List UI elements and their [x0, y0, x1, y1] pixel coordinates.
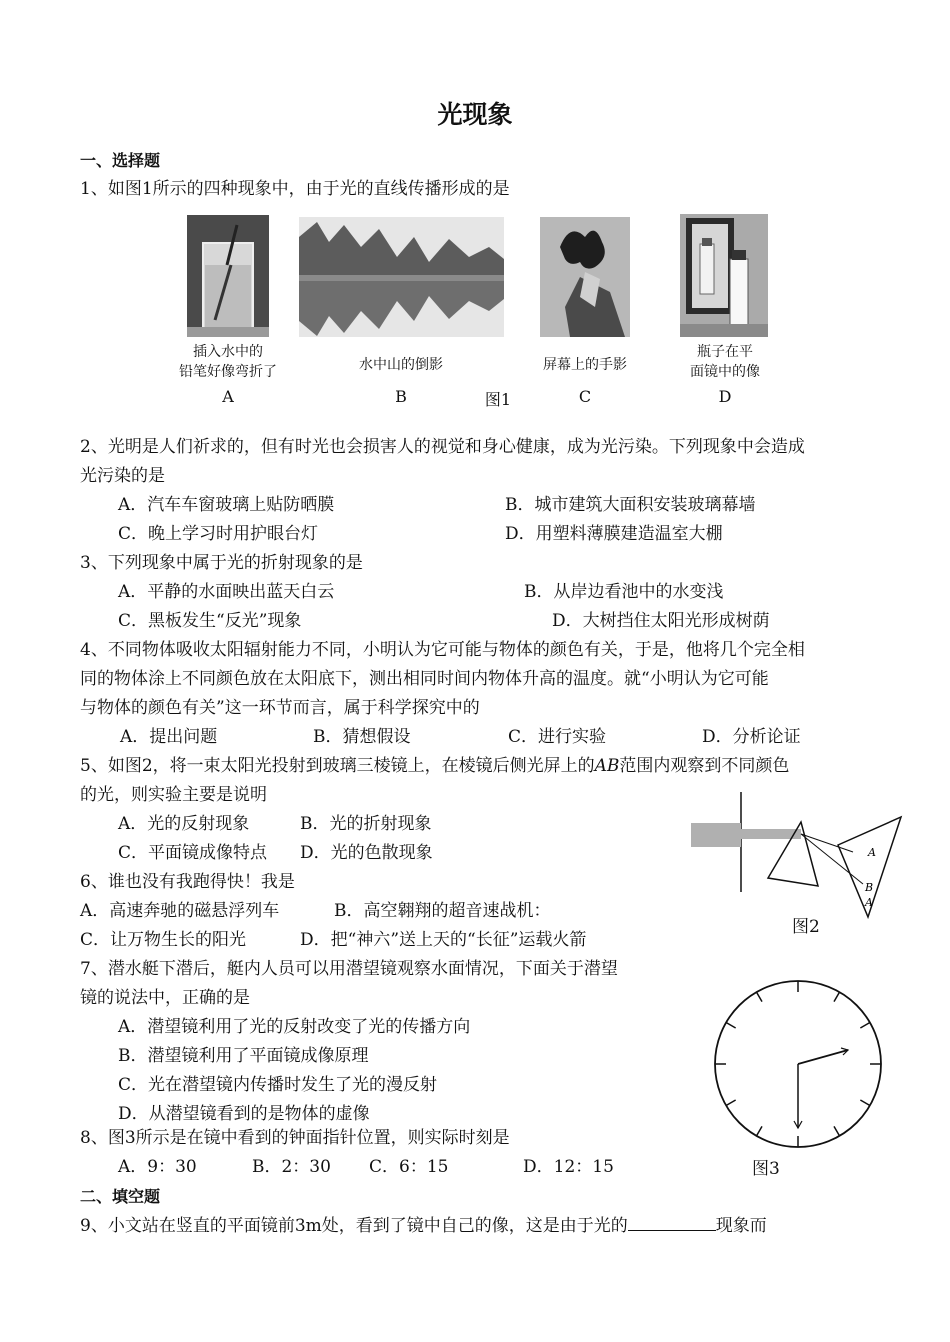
question-5-option-b: B．光的折射现象: [300, 814, 432, 834]
answer-blank[interactable]: [628, 1214, 716, 1231]
question-8-option-a: A．9：30: [118, 1157, 197, 1177]
question-5-option-a: A．光的反射现象: [118, 814, 250, 834]
figure-1-label: 图1: [484, 390, 512, 409]
section-heading-choice: 一、选择题: [80, 151, 161, 170]
clock-tick: [726, 1100, 736, 1106]
q9-stem-part1: 9、小文站在竖直的平面镜前3m处，看到了镜中自己的像，这是由于光的: [80, 1216, 628, 1236]
clock-tick: [834, 1126, 840, 1136]
question-4-option-d: D．分析论证: [702, 727, 801, 747]
figure-3-label: 图3: [752, 1159, 780, 1179]
question-4-option-c: C．进行实验: [508, 727, 607, 747]
question-2-option-d: D．用塑料薄膜建造温室大棚: [505, 524, 723, 544]
question-7-stem-line1: 7、潜水艇下潜后，艇内人员可以用潜望镜观察水面情况，下面关于潜望: [80, 959, 618, 979]
question-4-stem-line1: 4、不同物体吸收太阳辐射能力不同，小明认为它可能与物体的颜色有关，于是，他将几个完全相: [80, 640, 805, 660]
clock-tick: [726, 1023, 736, 1029]
question-2-option-b: B．城市建筑大面积安装玻璃幕墙: [505, 495, 756, 515]
caption-d-line1: 瓶子在平: [697, 344, 753, 360]
bottle-mirror-image: [680, 214, 768, 337]
caption-d-line2: 面镜中的像: [690, 364, 760, 380]
question-6-stem: 6、谁也没有我跑得快！我是: [80, 872, 295, 892]
hand-shadow-image: [540, 217, 630, 337]
question-8-stem: 8、图3所示是在镜中看到的钟面指针位置，则实际时刻是: [80, 1128, 510, 1148]
question-6-option-c: C．让万物生长的阳光: [80, 930, 247, 950]
question-8-option-b: B．2：30: [252, 1157, 331, 1177]
caption-a-line2: 铅笔好像弯折了: [179, 364, 277, 380]
question-2-option-a: A．汽车车窗玻璃上贴防晒膜: [118, 495, 335, 515]
figure-1-caption-a: [163, 342, 293, 382]
figure-1-letter-c: C: [578, 387, 592, 406]
question-8-option-d: D．12：15: [523, 1157, 614, 1177]
question-2-stem-line2: 光污染的是: [80, 466, 165, 486]
question-7-option-a: A．潜望镜利用了光的反射改变了光的传播方向: [118, 1017, 471, 1037]
figure-1-caption-d: [660, 342, 790, 382]
clock-tick: [757, 1126, 763, 1136]
question-2-option-c: C．晚上学习时用护眼台灯: [118, 524, 319, 544]
q5-stem-ab: AB: [594, 756, 620, 776]
figure-1-letter-b: B: [395, 387, 407, 406]
question-6-option-d: D．把“神六”送上天的“长征”运载火箭: [300, 930, 587, 950]
question-8-option-c: C．6：15: [369, 1157, 449, 1177]
question-3-option-d: D．大树挡住太阳光形成树荫: [552, 611, 770, 631]
question-1-stem: 1、如图1所示的四种现象中，由于光的直线传播形成的是: [80, 179, 510, 199]
question-6-option-b: B．高空翱翔的超音速战机：: [334, 901, 551, 921]
clock-tick: [860, 1100, 870, 1106]
question-4-stem-line3: 与物体的颜色有关”这一环节而言，属于科学探究中的: [80, 698, 480, 718]
question-9-stem: [80, 1214, 767, 1237]
figure-2-mark-a-bottom: A: [865, 896, 873, 909]
figure-2-label: 图2: [792, 917, 820, 937]
q5-stem-part1: 5、如图2，将一束太阳光投射到玻璃三棱镜上，在棱镜后侧光屏上的: [80, 756, 595, 776]
question-3-option-c: C．黑板发生“反光”现象: [118, 611, 302, 631]
question-5-stem-line2: 的光，则实验主要是说明: [80, 785, 267, 805]
question-7-option-b: B．潜望镜利用了平面镜成像原理: [118, 1046, 369, 1066]
question-5-option-d: D．光的色散现象: [300, 843, 433, 863]
mirror-clock-diagram: [712, 978, 887, 1153]
q5-stem-part2: 范围内观察到不同颜色: [619, 756, 790, 776]
question-3-option-b: B．从岸边看池中的水变浅: [524, 582, 724, 602]
question-6-option-a: A．高速奔驰的磁悬浮列车: [80, 901, 280, 921]
question-7-option-d: D．从潜望镜看到的是物体的虚像: [118, 1104, 370, 1124]
question-3-stem: 3、下列现象中属于光的折射现象的是: [80, 553, 363, 573]
pencil-in-water-image: [187, 215, 269, 337]
caption-a-line1: 插入水中的: [193, 344, 263, 360]
figure-1-letter-d: D: [718, 387, 732, 406]
question-7-option-c: C．光在潜望镜内传播时发生了光的漫反射: [118, 1075, 438, 1095]
clock-tick: [757, 992, 763, 1002]
question-5-stem-line1: [80, 755, 789, 777]
clock-tick: [834, 992, 840, 1002]
question-4-stem-line2: 同的物体涂上不同颜色放在太阳底下，测出相同时间内物体升高的温度。就“小明认为它可能: [80, 669, 769, 689]
figure-2-mark-a-top: A: [868, 846, 876, 859]
q9-stem-part2: 现象而: [715, 1216, 767, 1236]
question-2-stem-line1: 2、光明是人们祈求的，但有时光也会损害人的视觉和身心健康，成为光污染。下列现象中会造成: [80, 437, 805, 457]
question-4-option-a: A．提出问题: [120, 727, 218, 747]
clock-tick: [860, 1023, 870, 1029]
mountain-reflection-image: [299, 217, 504, 337]
question-4-option-b: B．猜想假设: [313, 727, 411, 747]
figure-1-caption-b: 水中山的倒影: [359, 357, 443, 373]
figure-1-letter-a: A: [222, 387, 234, 406]
question-7-stem-line2: 镜的说法中，正确的是: [80, 988, 250, 1008]
page-title: 光现象: [437, 100, 513, 129]
figure-2-mark-b: B: [865, 881, 874, 894]
figure-1-caption-c: 屏幕上的手影: [543, 357, 627, 373]
question-3-option-a: A．平静的水面映出蓝天白云: [118, 582, 335, 602]
section-heading-fill: 二、填空题: [80, 1187, 161, 1206]
question-5-option-c: C．平面镜成像特点: [118, 843, 268, 863]
